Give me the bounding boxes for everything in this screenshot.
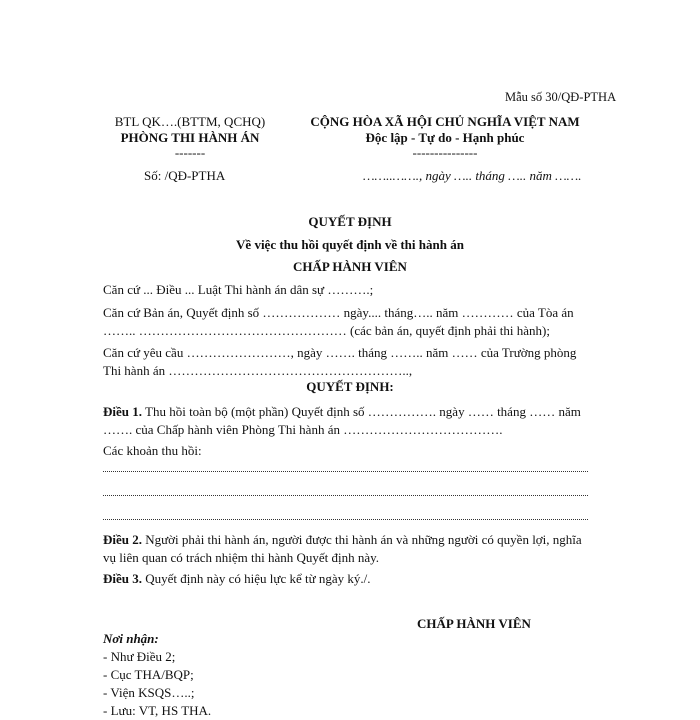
authority-title: CHẤP HÀNH VIÊN [293,259,407,274]
article-2-text: Người phải thi hành án, người được thi hành án và những người có quyền lợi, nghĩa vụ liên quan có trách nhiệm thi hành Quyết định này. [103,532,582,565]
article-3 [103,570,590,588]
article-2-label: Điều 2. [103,532,142,547]
basis-request: Căn cứ yêu cầu ……………………, ngày ……. tháng …….. năm …… của Trường phòng Thi hành án ……………………………………………….., [103,345,577,378]
article-3-text: Quyết định này có hiệu lực kể từ ngày ký./. [142,571,371,586]
recipient-item: - Lưu: VT, HS THA. [103,703,212,718]
document-title: QUYẾT ĐỊNH [308,214,392,229]
form-code: Mẫu số 30/QĐ-PTHA [505,90,617,104]
document-number: Số: /QĐ-PTHA [144,168,226,183]
article-2 [103,531,590,567]
article-3-label: Điều 3. [103,571,142,586]
fill-line-2 [103,494,588,496]
fill-line-3 [103,518,588,520]
left-separator: ------- [174,145,206,160]
recipient-item: - Viện KSQS…..; [103,685,195,700]
signature-title: CHẤP HÀNH VIÊN [417,616,531,631]
recovery-items-label: Các khoản thu hồi: [103,443,202,458]
place-date: ……..……., ngày ….. tháng ….. năm ……. [363,168,582,183]
national-title: CỘNG HÒA XÃ HỘI CHỦ NGHĨA VIỆT NAM [310,114,580,129]
left-header [95,114,285,160]
national-motto: Độc lập - Tự do - Hạnh phúc [365,130,525,145]
basis-judgment: Căn cứ Bản án, Quyết định số ……………… ngày.... tháng….. năm ………… của Tòa án …….. ………………………………………… (các bản án, quyết định phải thi hành); [103,305,574,338]
recipient-item: - Cục THA/BQP; [103,667,194,682]
fill-line-1 [103,470,588,472]
article-1 [103,403,590,439]
document-subtitle: Về việc thu hồi quyết định về thi hành án [236,237,464,252]
article-1-text: Thu hồi toàn bộ (một phần) Quyết định số ……………. ngày …… tháng …… năm ……. của Chấp hành viên Phòng Thi hành án ………………………………. [103,404,581,437]
article-1-label: Điều 1. [103,404,142,419]
decision-heading: QUYẾT ĐỊNH: [306,379,394,394]
basis-law: Căn cứ ... Điều ... Luật Thi hành án dân sự ……….; [103,282,374,297]
right-separator: --------------- [412,145,478,160]
recipients-label: Nơi nhận: [103,631,159,646]
department-name: PHÒNG THI HÀNH ÁN [120,130,260,145]
right-header [285,114,605,160]
agency-name: BTL QK….(BTTM, QCHQ) [114,114,266,129]
recipients [103,630,211,720]
recipient-item: - Như Điều 2; [103,649,176,664]
